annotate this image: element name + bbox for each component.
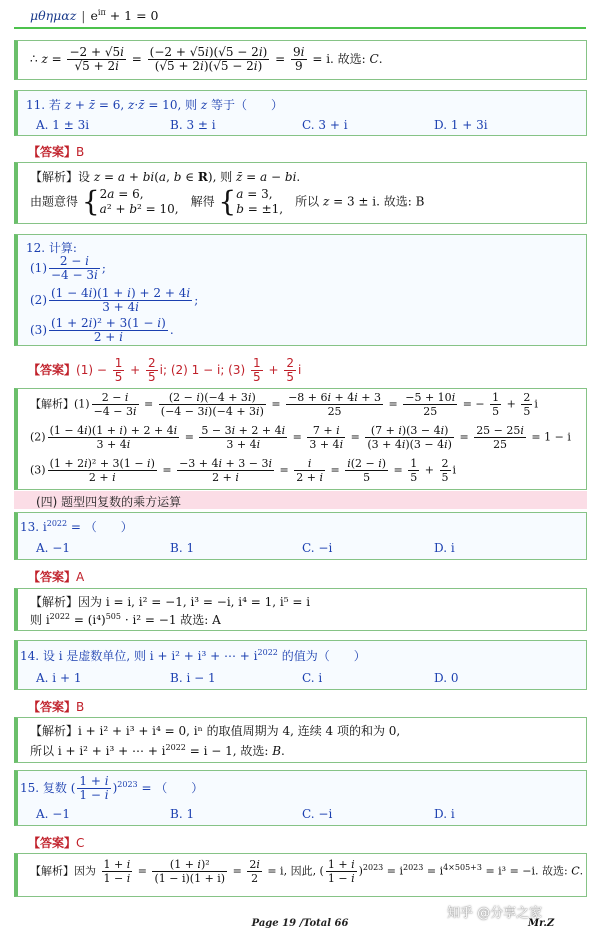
question-13-stem: 13. $i^{2022}$ = （ ） <box>20 519 133 534</box>
author-mark: Mr.Z <box>528 918 555 929</box>
q12-item-1: (1) $\frac{2 - i}{-4 - 3i}$ ; <box>30 254 106 282</box>
q14-answer: 【答案】B <box>28 700 85 714</box>
q14-option-d[interactable]: D. 0 <box>434 671 459 685</box>
q15-option-a[interactable]: A. −1 <box>36 807 70 821</box>
prev-solution: ∴ z = $\frac{-2 + √5i}{√5 + 2i}$ = $\frac{(-2 + √5i)(√5 - 2i)}{(√5 + 2i)(√5 - 2i)}$ = $\frac{9i}{9}$ = i. 故选: C. <box>30 45 383 73</box>
q13-option-a[interactable]: A. −1 <box>36 541 70 555</box>
question-14-box <box>14 640 587 690</box>
q14-option-c[interactable]: C. i <box>302 671 323 685</box>
q11-option-d[interactable]: D. 1 + 3i <box>434 118 488 132</box>
question-15-box <box>14 770 587 826</box>
question-11-box <box>14 90 587 136</box>
header-separator: | <box>81 8 86 24</box>
q11-analysis-line2: 由题意得 {2a = 6, a² + b² = 10, 解得 {a = 3, b = ±1, 所以 z = 3 ± i. 故选: B <box>30 185 425 218</box>
q15-option-b[interactable]: B. 1 <box>170 807 195 821</box>
question-13-box <box>14 512 587 560</box>
q13-analysis-line1: 【解析】因为 i = i, i² = −1, i³ = −i, i⁴ = 1, i⁵ = i <box>30 595 311 609</box>
q11-option-b[interactable]: B. 3 ± i <box>170 118 216 132</box>
q12-analysis-line1: 【解析】(1) $\frac{2 - i}{-4 - 3i}$ = $\frac{(2 - i)(-4 + 3i)}{(-4 - 3i)(-4 + 3i)}$ = $\frac{-8 + 6i + 4i + 3}{25}$ = $\frac{-5 + 10i}{25}$ = − $\frac{1}{5}$ + $\frac{2}{5}$ i <box>30 391 538 418</box>
q12-item-3: (3) $\frac{\text{(1 + 2i)² + 3(1 − i)}}{2 + i}$ . <box>30 316 174 344</box>
q13-option-d[interactable]: D. i <box>434 541 455 555</box>
q12-answer: 【答案】(1) − $\frac{1}{5}$ + $\frac{2}{5}$ i; (2) 1 − i; (3) $\frac{1}{5}$ + $\frac{2}{5}$ i <box>28 356 302 384</box>
q15-analysis-box <box>14 853 587 897</box>
q13-option-b[interactable]: B. 1 <box>170 541 195 555</box>
zhihu-watermark: 知乎 @分享之家 <box>447 906 543 921</box>
q14-analysis-line2: 所以 i + i² + i³ + ⋯ + $i^{2022} = i - 1$, 故选: B. <box>30 743 285 758</box>
q11-option-a[interactable]: A. 1 ± 3i <box>36 118 90 132</box>
section-4-title: (四) 题型四复数的乘方运算 <box>36 495 182 509</box>
q11-analysis-line1: 【解析】设 z = a + bi(a, b ∈ R), 则 z̄ = a − bi. <box>30 170 301 184</box>
q13-analysis-box <box>14 588 587 631</box>
q15-analysis: 【解析】因为 $\frac{1 + i}{1 - i}$ = $\frac{\text{(1 + i)²}}{(1 - i)(1 + i)}$ = $\frac{2i}{2}$ = i, 因此, ( $\frac{1 + i}{1 - i}$ )$^{2023} = i^{2023} = i^{4\times 505+3} = i^3 = -i$. 故选: C. <box>30 858 584 885</box>
header-logo-text: μθημαz <box>30 8 77 24</box>
q13-analysis-line2: 则 $i^{2022} = (i^4)^{505} \cdot i^2 = -1$ 故选: A <box>30 612 221 627</box>
q13-option-c[interactable]: C. −i <box>302 541 333 555</box>
q12-analysis-line3: (3) $\frac{\text{(1 + 2i)² + 3(1 − i)}}{2 + i}$ = $\frac{-3 + 4i + 3 - 3i}{2 + i}$ = $\frac{i}{2 + i}$ = $\frac{i(2 - i)}{5}$ = $\frac{1}{5}$ + $\frac{2}{5}$ i <box>30 457 457 484</box>
q13-answer: 【答案】A <box>28 570 85 584</box>
q11-option-c[interactable]: C. 3 + i <box>302 118 348 132</box>
question-12-box <box>14 234 587 346</box>
q11-analysis-box <box>14 162 587 224</box>
q14-analysis-line1: 【解析】i + i² + i³ + i⁴ = 0, iⁿ 的取值周期为 4, 连续 4 项的和为 0, <box>30 724 401 738</box>
question-12-stem: 12. 计算: <box>26 241 77 255</box>
q14-option-a[interactable]: A. i + 1 <box>36 671 82 685</box>
q14-option-b[interactable]: B. i − 1 <box>170 671 216 685</box>
question-14-stem: 14. 设 i 是虚数单位, 则 i + i² + i³ + ⋯ + $i^{2022}$ 的值为（ ） <box>20 648 366 663</box>
q12-item-2: (2) $\frac{(1 - 4i)(1 + i) + 2 + 4i}{3 + 4i}$ ; <box>30 286 199 314</box>
question-11-stem: 11. 若 z + z̄ = 6, z·z̄ = 10, 则 z 等于（ ） <box>26 98 284 112</box>
question-15-stem: 15. 复数 ( $\frac{1 + i}{1 - i}$ )$^{2023}$ = （ ） <box>20 774 204 802</box>
q12-analysis-line2: (2) $\frac{(1 - 4i)(1 + i) + 2 + 4i}{3 + 4i}$ = $\frac{5 - 3i + 2 + 4i}{3 + 4i}$ = $\frac{7 + i}{3 + 4i}$ = $\frac{(7 + i)(3 - 4i)}{(3 + 4i)(3 - 4i)}$ = $\frac{25 - 25i}{25}$ = 1 − i <box>30 424 571 451</box>
prev-solution-box <box>14 40 587 80</box>
q15-option-c[interactable]: C. −i <box>302 807 333 821</box>
q11-answer: 【答案】B <box>28 145 85 159</box>
section-4-header <box>14 491 587 509</box>
q12-analysis-box <box>14 388 587 490</box>
header-equation: $e^{i\pi} + 1 = 0$ <box>90 8 159 24</box>
header-rule <box>14 27 586 29</box>
header-title <box>30 8 159 23</box>
page-number: Page 19 /Total 66 <box>251 918 349 929</box>
q15-answer: 【答案】C <box>28 836 85 850</box>
q15-option-d[interactable]: D. i <box>434 807 455 821</box>
q14-analysis-box <box>14 717 587 763</box>
